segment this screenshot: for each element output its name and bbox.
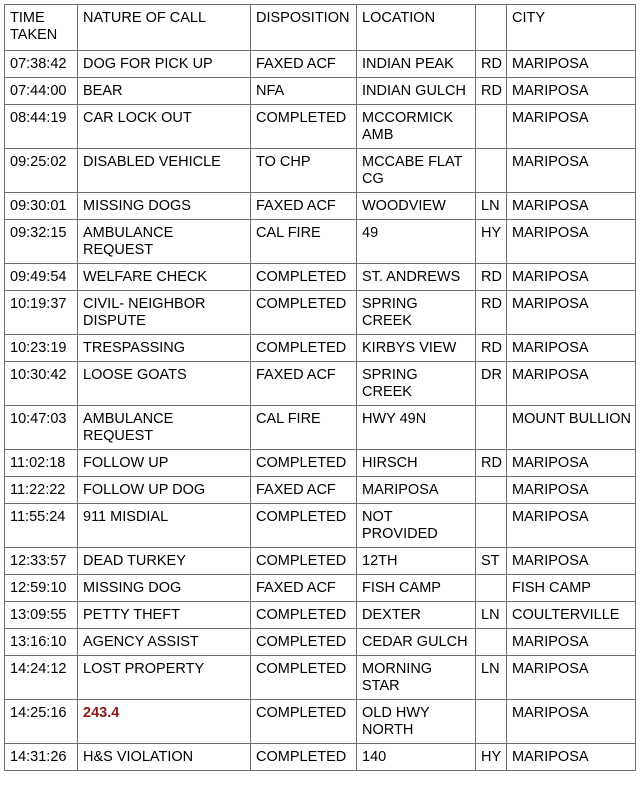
cell-city: MARIPOSA <box>507 656 636 700</box>
cell-suffix: HY <box>476 220 507 264</box>
cell-city: MARIPOSA <box>507 105 636 149</box>
cell-disposition: COMPLETED <box>251 291 357 335</box>
table-row <box>5 193 636 220</box>
cell-suffix <box>476 504 507 548</box>
cell-suffix: RD <box>476 78 507 105</box>
cell-disposition: COMPLETED <box>251 548 357 575</box>
cell-disposition: TO CHP <box>251 149 357 193</box>
cell-time: 13:09:55 <box>5 602 78 629</box>
cell-suffix: ST <box>476 548 507 575</box>
cell-suffix: RD <box>476 51 507 78</box>
cell-city: MARIPOSA <box>507 193 636 220</box>
cell-disposition: CAL FIRE <box>251 406 357 450</box>
cell-nature: LOOSE GOATS <box>78 362 251 406</box>
table-row <box>5 105 636 149</box>
call-log-body <box>5 5 636 771</box>
cell-nature: BEAR <box>78 78 251 105</box>
cell-suffix <box>476 700 507 744</box>
table-row <box>5 51 636 78</box>
cell-location: HWY 49N <box>357 406 476 450</box>
cell-time: 10:19:37 <box>5 291 78 335</box>
cell-location: 12TH <box>357 548 476 575</box>
cell-location: MORNING STAR <box>357 656 476 700</box>
cell-city: MARIPOSA <box>507 78 636 105</box>
table-row <box>5 264 636 291</box>
cell-nature: PETTY THEFT <box>78 602 251 629</box>
cell-nature: 911 MISDIAL <box>78 504 251 548</box>
cell-suffix: RD <box>476 264 507 291</box>
cell-suffix <box>476 105 507 149</box>
table-row <box>5 602 636 629</box>
cell-city: MARIPOSA <box>507 149 636 193</box>
cell-suffix: LN <box>476 656 507 700</box>
cell-city: MARIPOSA <box>507 450 636 477</box>
header-suffix <box>476 5 507 51</box>
cell-city: MARIPOSA <box>507 264 636 291</box>
cell-time: 08:44:19 <box>5 105 78 149</box>
table-row <box>5 629 636 656</box>
cell-disposition: NFA <box>251 78 357 105</box>
cell-nature: FOLLOW UP DOG <box>78 477 251 504</box>
cell-disposition: COMPLETED <box>251 450 357 477</box>
table-row <box>5 504 636 548</box>
cell-nature: MISSING DOG <box>78 575 251 602</box>
cell-city: MOUNT BULLION <box>507 406 636 450</box>
header-disposition: DISPOSITION <box>251 5 357 51</box>
cell-time: 09:30:01 <box>5 193 78 220</box>
cell-nature: FOLLOW UP <box>78 450 251 477</box>
cell-time: 11:02:18 <box>5 450 78 477</box>
cell-location: OLD HWY NORTH <box>357 700 476 744</box>
cell-nature: CAR LOCK OUT <box>78 105 251 149</box>
cell-suffix <box>476 149 507 193</box>
cell-suffix <box>476 477 507 504</box>
cell-city: MARIPOSA <box>507 744 636 771</box>
cell-city: MARIPOSA <box>507 362 636 406</box>
cell-nature: DISABLED VEHICLE <box>78 149 251 193</box>
table-row <box>5 335 636 362</box>
cell-time: 13:16:10 <box>5 629 78 656</box>
table-row <box>5 149 636 193</box>
cell-city: MARIPOSA <box>507 504 636 548</box>
table-row <box>5 477 636 504</box>
cell-time: 09:49:54 <box>5 264 78 291</box>
cell-location: 49 <box>357 220 476 264</box>
cell-disposition: FAXED ACF <box>251 575 357 602</box>
cell-disposition: COMPLETED <box>251 656 357 700</box>
cell-nature: DEAD TURKEY <box>78 548 251 575</box>
header-time-taken: TIME TAKEN <box>5 5 78 51</box>
cell-time: 09:32:15 <box>5 220 78 264</box>
cell-disposition: COMPLETED <box>251 264 357 291</box>
cell-city: MARIPOSA <box>507 629 636 656</box>
cell-location: MCCABE FLAT CG <box>357 149 476 193</box>
table-row <box>5 362 636 406</box>
table-row <box>5 744 636 771</box>
cell-suffix: LN <box>476 602 507 629</box>
cell-location: CEDAR GULCH <box>357 629 476 656</box>
table-row <box>5 656 636 700</box>
cell-location: 140 <box>357 744 476 771</box>
table-row <box>5 700 636 744</box>
cell-location: SPRING CREEK <box>357 291 476 335</box>
cell-time: 07:44:00 <box>5 78 78 105</box>
cell-location: DEXTER <box>357 602 476 629</box>
cell-time: 10:47:03 <box>5 406 78 450</box>
cell-time: 10:23:19 <box>5 335 78 362</box>
cell-time: 11:22:22 <box>5 477 78 504</box>
cell-time: 10:30:42 <box>5 362 78 406</box>
cell-disposition: COMPLETED <box>251 504 357 548</box>
cell-suffix: RD <box>476 291 507 335</box>
header-nature-of-call: NATURE OF CALL <box>78 5 251 51</box>
table-row <box>5 78 636 105</box>
table-row <box>5 406 636 450</box>
cell-suffix <box>476 629 507 656</box>
cell-city: MARIPOSA <box>507 51 636 78</box>
cell-nature: LOST PROPERTY <box>78 656 251 700</box>
cell-city: MARIPOSA <box>507 548 636 575</box>
cell-nature: AGENCY ASSIST <box>78 629 251 656</box>
header-row <box>5 5 636 51</box>
cell-disposition: COMPLETED <box>251 629 357 656</box>
cell-nature: 243.4 <box>78 700 251 744</box>
cell-city: MARIPOSA <box>507 477 636 504</box>
cell-time: 09:25:02 <box>5 149 78 193</box>
cell-suffix <box>476 575 507 602</box>
cell-city: FISH CAMP <box>507 575 636 602</box>
cell-nature: WELFARE CHECK <box>78 264 251 291</box>
table-row <box>5 575 636 602</box>
cell-city: MARIPOSA <box>507 220 636 264</box>
cell-time: 14:31:26 <box>5 744 78 771</box>
cell-location: MARIPOSA <box>357 477 476 504</box>
cell-suffix: LN <box>476 193 507 220</box>
cell-location: SPRING CREEK <box>357 362 476 406</box>
cell-time: 14:24:12 <box>5 656 78 700</box>
cell-nature: AMBULANCE REQUEST <box>78 220 251 264</box>
cell-city: MARIPOSA <box>507 291 636 335</box>
cell-suffix: HY <box>476 744 507 771</box>
cell-disposition: FAXED ACF <box>251 362 357 406</box>
cell-suffix: DR <box>476 362 507 406</box>
cell-time: 11:55:24 <box>5 504 78 548</box>
cell-time: 14:25:16 <box>5 700 78 744</box>
table-row <box>5 220 636 264</box>
cell-city: COULTERVILLE <box>507 602 636 629</box>
cell-disposition: COMPLETED <box>251 105 357 149</box>
cell-location: ST. ANDREWS <box>357 264 476 291</box>
cell-city: MARIPOSA <box>507 700 636 744</box>
cell-suffix <box>476 406 507 450</box>
cell-suffix: RD <box>476 335 507 362</box>
cell-location: WOODVIEW <box>357 193 476 220</box>
cell-nature: DOG FOR PICK UP <box>78 51 251 78</box>
call-log-table <box>4 4 636 771</box>
cell-city: MARIPOSA <box>507 335 636 362</box>
cell-time: 07:38:42 <box>5 51 78 78</box>
cell-location: NOT PROVIDED <box>357 504 476 548</box>
cell-disposition: COMPLETED <box>251 602 357 629</box>
header-location: LOCATION <box>357 5 476 51</box>
cell-location: INDIAN GULCH <box>357 78 476 105</box>
cell-disposition: FAXED ACF <box>251 51 357 78</box>
cell-disposition: FAXED ACF <box>251 477 357 504</box>
cell-suffix: RD <box>476 450 507 477</box>
cell-location: INDIAN PEAK <box>357 51 476 78</box>
cell-location: FISH CAMP <box>357 575 476 602</box>
table-row <box>5 548 636 575</box>
cell-location: MCCORMICK AMB <box>357 105 476 149</box>
cell-location: HIRSCH <box>357 450 476 477</box>
header-city: CITY <box>507 5 636 51</box>
cell-location: KIRBYS VIEW <box>357 335 476 362</box>
cell-disposition: FAXED ACF <box>251 193 357 220</box>
cell-time: 12:33:57 <box>5 548 78 575</box>
cell-disposition: COMPLETED <box>251 744 357 771</box>
cell-nature: CIVIL- NEIGHBOR DISPUTE <box>78 291 251 335</box>
table-row <box>5 450 636 477</box>
cell-disposition: COMPLETED <box>251 335 357 362</box>
cell-time: 12:59:10 <box>5 575 78 602</box>
cell-nature: AMBULANCE REQUEST <box>78 406 251 450</box>
cell-disposition: COMPLETED <box>251 700 357 744</box>
table-row <box>5 291 636 335</box>
cell-nature: MISSING DOGS <box>78 193 251 220</box>
cell-nature: TRESPASSING <box>78 335 251 362</box>
cell-nature: H&S VIOLATION <box>78 744 251 771</box>
cell-disposition: CAL FIRE <box>251 220 357 264</box>
